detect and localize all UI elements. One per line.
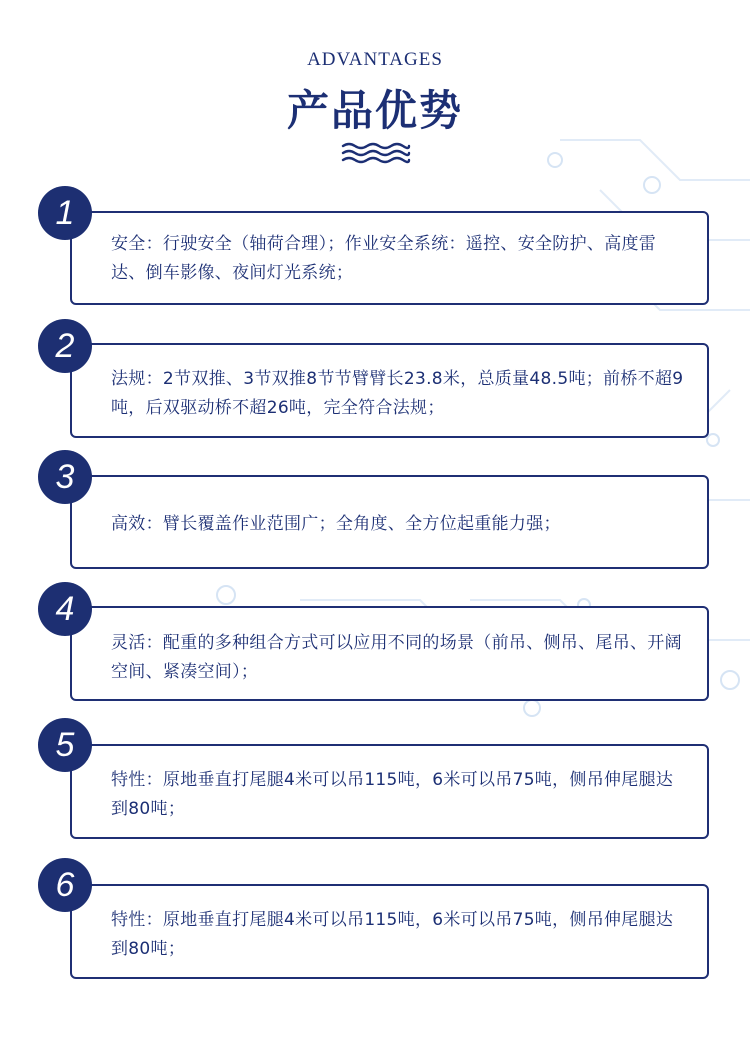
item-number-badge: 6	[38, 858, 92, 912]
advantage-card	[70, 343, 709, 438]
item-number-badge: 1	[38, 186, 92, 240]
item-number-badge: 3	[38, 450, 92, 504]
advantage-card	[70, 475, 709, 569]
advantage-card	[70, 744, 709, 839]
advantage-text: 高效：臂长覆盖作业范围广；全角度、全方位起重能力强；	[111, 514, 561, 534]
item-number-badge: 4	[38, 582, 92, 636]
item-number-badge: 5	[38, 718, 92, 772]
advantage-card	[70, 884, 709, 979]
wave-decoration-icon	[339, 141, 411, 165]
section-title: 产品优势	[286, 86, 463, 135]
advantage-card	[70, 211, 709, 305]
advantage-text: 特性：原地垂直打尾腿4米可以吊115吨，6米可以吊75吨，侧吊伸尾腿达到80吨；	[111, 770, 674, 819]
advantage-text: 灵活：配重的多种组合方式可以应用不同的场景（前吊、侧吊、尾吊、开阔空间、紧凑空间）；	[111, 633, 682, 682]
advantage-text: 安全：行驶安全（轴荷合理）；作业安全系统：遥控、安全防护、高度雷达、倒车影像、夜间灯光系统；	[111, 234, 657, 283]
advantage-text: 特性：原地垂直打尾腿4米可以吊115吨，6米可以吊75吨，侧吊伸尾腿达到80吨；	[111, 910, 674, 959]
section-subtitle: ADVANTAGES	[307, 49, 443, 70]
advantage-text: 法规：2节双推、3节双推8节节臂臂长23.8米，总质量48.5吨；前桥不超9吨，后双驱动桥不超26吨，完全符合法规；	[111, 369, 684, 418]
item-number-badge: 2	[38, 319, 92, 373]
advantage-card	[70, 606, 709, 701]
